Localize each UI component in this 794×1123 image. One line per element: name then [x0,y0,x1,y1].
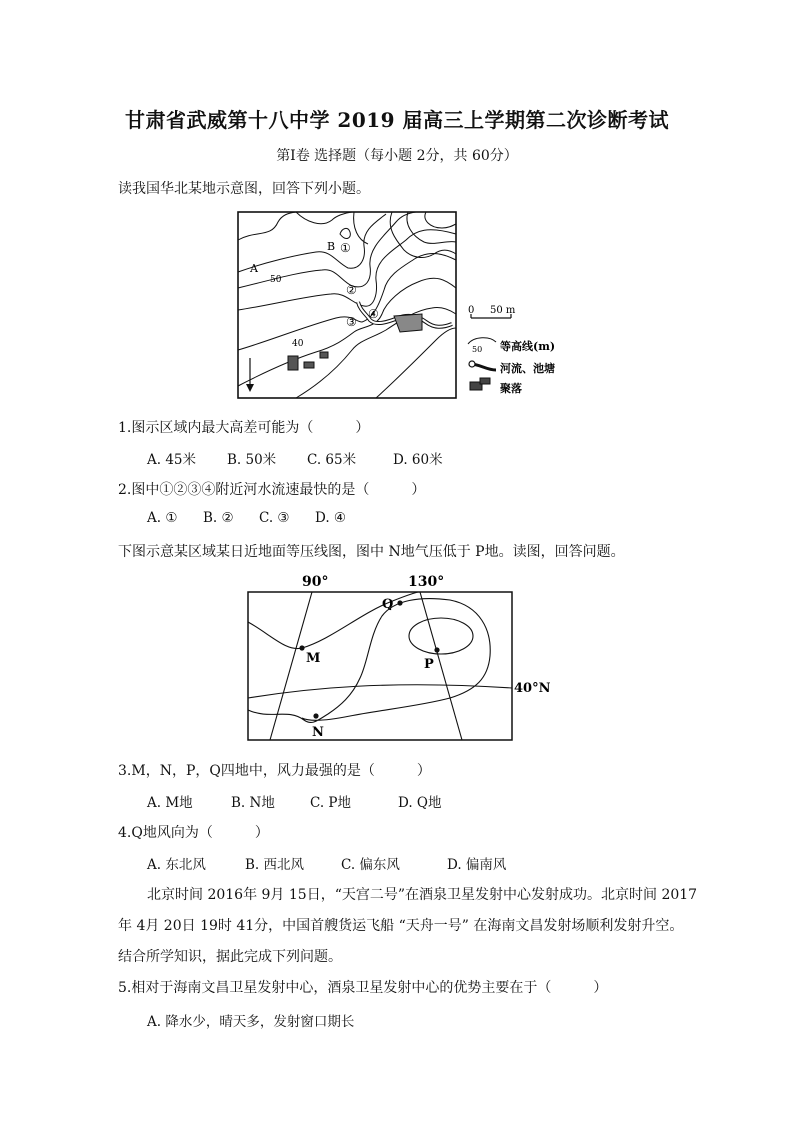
point-p-label: P [424,657,434,672]
exam-title: 甘肃省武威第十八中学 2019 届高三上学期第二次诊断考试 [124,108,670,132]
q1-option-d[interactable]: D. 60米 [393,452,443,468]
contour-label-50: 50 [270,275,282,285]
q2-option-d[interactable]: D. ④ [315,510,347,526]
passage-line-2: 年 4月 20日 19时 41分，中国首艘货运飞船 “天舟一号” 在海南文昌发射场顺利发射升空。 [118,918,684,934]
q2-option-c[interactable]: C. ③ [259,510,290,526]
q1-option-b[interactable]: B. 50米 [227,452,277,468]
lon-90-label: 90° [302,574,329,590]
isobar-map-frame [248,592,512,740]
point-p-dot [434,647,439,652]
point-n-label: N [312,725,324,740]
marker-4: ④ [368,307,379,321]
q5-stem: 5.相对于海南文昌卫星发射中心，酒泉卫星发射中心的优势主要在于（ ） [118,980,608,996]
lat-40n-label: 40°N [514,681,551,696]
passage-line-1: 北京时间 2016年 9月 15日，“天宫二号”在酒泉卫星发射中心发射成功。北京时间 2017 [147,887,698,903]
scale-bar [468,305,516,318]
q3-option-a[interactable]: A. M地 [147,795,193,811]
q4-option-c[interactable]: C. 偏东风 [341,857,400,873]
q4-option-b[interactable]: B. 西北风 [245,857,305,873]
q4-stem: 4.Q地风向为（ ） [118,825,269,841]
lon-130-label: 130° [408,574,445,590]
q1-option-c[interactable]: C. 65米 [307,452,357,468]
marker-1: ① [340,241,351,255]
q3-option-c[interactable]: C. P地 [310,795,352,811]
legend-contour-icon [468,338,496,344]
q3-option-b[interactable]: B. N地 [231,795,275,811]
scale-zero: 0 [468,305,475,316]
q4-option-d[interactable]: D. 偏南风 [447,857,507,873]
label-a: A [250,262,258,275]
q3-stem: 3.M，N，P，Q四地中，风力最强的是（ ） [118,763,431,779]
legend [468,338,555,395]
q2-option-b[interactable]: B. ② [203,510,234,526]
intro-map2: 下图示意某区域某日近地面等压线图，图中 N地气压低于 P地。读图，回答问题。 [118,544,625,560]
legend-settlement-text: 聚落 [500,382,522,395]
legend-contour-value: 50 [472,345,483,354]
scale-50m: 50 m [490,305,516,316]
point-m-label: M [306,651,321,666]
contour-map [236,210,566,402]
passage-line-3: 结合所学知识，据此完成下列问题。 [118,949,342,965]
point-n-dot [313,713,318,718]
point-q-dot [397,600,402,605]
legend-contour-text: 等高线(m) [500,340,556,353]
q5-option-a[interactable]: A. 降水少，晴天多，发射窗口期长 [147,1014,355,1030]
marker-2: ② [346,283,357,297]
point-m-dot [299,645,304,650]
point-q-label: Q [382,597,394,612]
q2-stem: 2.图中①②③④附近河水流速最快的是（ ） [118,482,426,498]
q3-option-d[interactable]: D. Q地 [398,795,442,811]
intro-map1: 读我国华北某地示意图，回答下列小题。 [118,181,370,197]
isobar-map [240,570,560,742]
q4-option-a[interactable]: A. 东北风 [147,857,206,873]
label-b: B [327,240,336,253]
section-heading: 第Ⅰ卷 选择题（每小题 2分，共 60分） [276,148,518,164]
q2-option-a[interactable]: A. ① [147,510,178,526]
marker-3: ③ [346,315,357,329]
contour-label-40: 40 [292,339,304,349]
legend-river-text: 河流、池塘 [500,362,555,375]
q1-option-a[interactable]: A. 45米 [147,452,197,468]
q1-stem: 1.图示区域内最大高差可能为（ ） [118,420,370,436]
